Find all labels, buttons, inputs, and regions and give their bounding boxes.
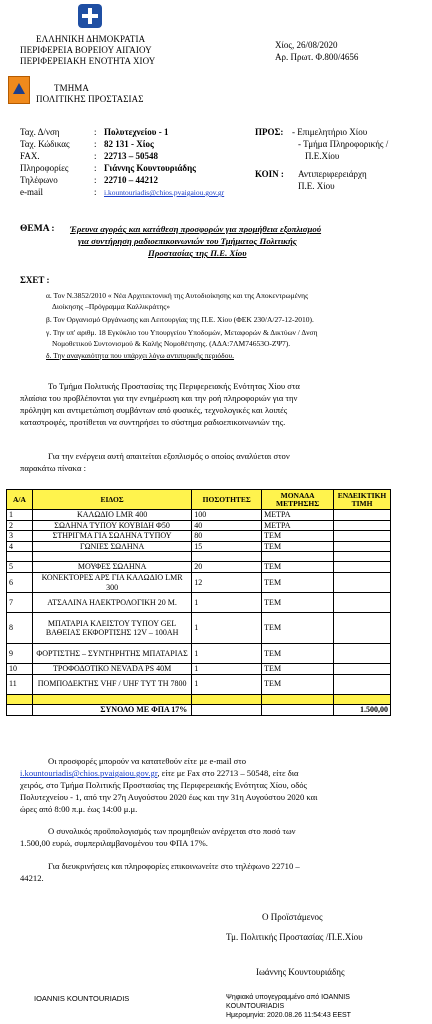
email-link[interactable]: i.kountouriadis@chios.pvaigaiou.gov.gr: [104, 188, 225, 197]
row-item: ΣΤΗΡΙΓΜΑ ΓΙΑ ΣΩΛΗΝΑ ΤΥΠΟΥ: [32, 531, 191, 542]
offers-line5: ώρες από 8:00 π.μ. έως 14:00 μ.μ.: [20, 804, 138, 814]
row-qty: 1: [192, 644, 262, 664]
total-label: ΣΥΝΟΛΟ ΜΕ ΦΠΑ 17%: [32, 704, 191, 715]
table-row: [7, 510, 391, 521]
total-value: 1.500,00: [334, 704, 391, 715]
row-number: 8: [7, 613, 33, 644]
row-qty: 1: [192, 674, 262, 694]
ref-c2: Νομοθετικού Συντονισμού & Καλής Νομοθέτησης. (ΑΔΑ:7ΛΜ74653Ο-ΖΨ7).: [52, 339, 291, 348]
header-line1: ΕΛΛΗΝΙΚΗ ΔΗΜΟΚΡΑΤΙΑ: [36, 34, 146, 44]
row-qty: 80: [192, 531, 262, 542]
signature-title: Ο Προϊστάμενος: [262, 912, 323, 922]
row-qty: 12: [192, 572, 262, 592]
para1-line3: πρόληψη και αντιμετώπιση συμβάντων από φυσικές, τεχνολογικές και λοιπές: [20, 405, 288, 415]
greek-emblem-icon: [78, 4, 102, 28]
addr-label: Ταχ. Δ/νση: [20, 127, 60, 137]
row-unit: ΤΕΜ: [262, 644, 334, 664]
budget-line2: 1.500,00 ευρώ, συμπεριλαμβανομένου του ΦΠΑ 17%.: [20, 838, 208, 848]
table-row: [7, 674, 391, 694]
row-unit: ΜΕΤΡΑ: [262, 510, 334, 521]
ref-d: δ. Την αναγκαιότητα που υπάρχει λόγω αντιπυρικής περιόδου.: [46, 351, 235, 360]
row-number: 5: [7, 562, 33, 573]
row-number: 11: [7, 674, 33, 694]
row-qty: 15: [192, 541, 262, 552]
fax-label: FAX.: [20, 151, 40, 161]
table-row: [7, 541, 391, 552]
row-number: 4: [7, 541, 33, 552]
row-unit: ΜΕΤΡΑ: [262, 520, 334, 531]
para1-line1: Το Τμήμα Πολιτικής Προστασίας της Περιφερειακής Ενότητας Χίου στα: [48, 381, 300, 391]
to-line1: - Επιμελητήριο Χίου: [292, 127, 368, 137]
col-header-price: ΕΝΔΕΙΚΤΙΚΗ ΤΙΜΗ: [334, 490, 391, 510]
row-item: ΚΟΝΕΚΤΟΡΕΣ ΑΡΣ ΓΙΑ ΚΑΛΩΔΙΟ LMR 300: [32, 572, 191, 592]
subject-label: ΘΕΜΑ :: [20, 224, 55, 234]
col-header-item: ΕΙΔΟΣ: [32, 490, 191, 510]
equipment-table: [6, 489, 391, 716]
para2-line1: Για την ενέργεια αυτή απαιτείται εξοπλισμός ο οποίος αναλύεται στον: [48, 451, 290, 461]
offers-line4: Πολυτεχνείου - 1, από την 27η Αυγούστου 2020 έως και την 31η Αυγούστου 2020 και: [20, 792, 318, 802]
offers-line1: Οι προσφορές μπορούν να κατατεθούν είτε με e-mail στο: [48, 756, 247, 766]
row-item: ΓΩΝΙΕΣ ΣΩΛΗΝΑ: [32, 541, 191, 552]
ref-b: β. Τον Οργανισμό Οργάνωσης και Λειτουργίας της Π.Ε. Χίου (ΦΕΚ 230/Α/27-12-2010).: [46, 315, 314, 324]
ref-c1: γ. Την υπ' αριθμ. 18 Εγκύκλιο του Υπουργείου Υποδομών, Μεταφορών & Δικτύων / Δνση: [46, 328, 318, 337]
col-header-unit: ΜΟΝΑΔΑ ΜΕΤΡΗΣΗΣ: [262, 490, 334, 510]
info-line1: Για διευκρινήσεις και πληροφορίες επικοινωνείτε στο τηλέφωνο 22710 –: [48, 861, 300, 871]
row-item: ΜΠΑΤΑΡΙΑ ΚΛΕΙΣΤΟΥ ΤΥΠΟΥ GEL ΒΑΘΕΙΑΣ ΕΚΦΟΡΤΙΣΗΣ 12V – 100AH: [32, 613, 191, 644]
table-row: [7, 572, 391, 592]
doc-date: Χίος, 26/08/2020: [275, 40, 338, 50]
signature-dept: Τμ. Πολιτικής Προστασίας /Π.Ε.Χίου: [226, 932, 363, 942]
signature-name: Ιωάννης Κουντουριάδης: [256, 967, 345, 977]
row-unit: ΤΕΜ: [262, 531, 334, 542]
info-value: Γιάννης Κουντουριάδης: [104, 163, 196, 173]
table-row: [7, 562, 391, 573]
row-unit: ΤΕΜ: [262, 593, 334, 613]
row-qty: 1: [192, 613, 262, 644]
row-qty: 100: [192, 510, 262, 521]
row-number: 7: [7, 593, 33, 613]
row-qty: 20: [192, 562, 262, 573]
to-line2: - Τμήμα Πληροφορικής /: [298, 139, 389, 149]
civil-protection-logo-icon: [8, 76, 30, 104]
table-row: [7, 593, 391, 613]
zip-value: 82 131 - Χίος: [104, 139, 154, 149]
dept-line1: ΤΜΗΜΑ: [54, 83, 90, 93]
row-number: 3: [7, 531, 33, 542]
row-qty: 1: [192, 593, 262, 613]
row-number: 6: [7, 572, 33, 592]
digital-sign-line3: Ημερομηνία: 2020.08.26 11:54:43 EEST: [226, 1012, 351, 1019]
protocol-number: Αρ. Πρωτ. Φ.800/4656: [275, 52, 359, 62]
row-item: ΜΟΥΦΕΣ ΣΩΛΗΝΑ: [32, 562, 191, 573]
koin-line2: Π.Ε. Χίου: [298, 181, 335, 191]
info-line2: 44212.: [20, 873, 44, 883]
email-label: e-mail: [20, 187, 43, 197]
addr-value: Πολυτεχνείου - 1: [104, 127, 169, 137]
table-row: [7, 613, 391, 644]
col-header-aa: Α/Α: [7, 490, 33, 510]
koin-line1: Αντιπεριφερειάρχη: [298, 169, 367, 179]
row-number: 10: [7, 664, 33, 675]
budget-line1: Ο συνολικός προϋπολογισμός των προμηθειών ανέρχεται στο ποσό των: [48, 826, 296, 836]
refs-label: ΣΧΕΤ :: [20, 275, 50, 285]
row-unit: ΤΕΜ: [262, 572, 334, 592]
row-number: 1: [7, 510, 33, 521]
row-qty: 40: [192, 520, 262, 531]
row-item: ΦΟΡΤΙΣΤΗΣ – ΣΥΝΤΗΡΗΤΗΣ ΜΠΑΤΑΡΙΑΣ: [32, 644, 191, 664]
offers-email-link[interactable]: i.kountouriadis@chios.pvaigaiou.gov.gr: [20, 768, 158, 778]
to-line3: Π.Ε.Χίου: [305, 151, 340, 161]
row-qty: 1: [192, 664, 262, 675]
offers-line3: χειρός, στο Τμήμα Πολιτικής Προστασίας της Περιφερειακής Ενότητας Χίου, οδός: [20, 780, 307, 790]
tel-label: Τηλέφωνο: [20, 175, 58, 185]
row-item: ΠΟΜΠΟΔΕΚΤΗΣ VHF / UHF TYT TH 7800: [32, 674, 191, 694]
para1-line2: πλαίσια του προβλέπονται για την ενημέρωση και την ροή πληροφοριών για την: [20, 393, 298, 403]
table-row: [7, 531, 391, 542]
row-number: 2: [7, 520, 33, 531]
subject-line1: Έρευνα αγοράς και κατάθεση προσφορών για προμήθεια εξοπλισμού: [70, 224, 322, 234]
row-unit: ΤΕΜ: [262, 664, 334, 675]
to-label: ΠΡΟΣ:: [255, 127, 284, 137]
header-line3: ΠΕΡΙΦΕΡΕΙΑΚΗ ΕΝΟΤΗΤΑ ΧΙΟΥ: [20, 56, 156, 66]
table-row: [7, 644, 391, 664]
row-unit: ΤΕΜ: [262, 541, 334, 552]
tel-value: 22710 – 44212: [104, 175, 158, 185]
row-unit: ΤΕΜ: [262, 562, 334, 573]
col-header-qty: ΠΟΣΟΤΗΤΕΣ: [192, 490, 262, 510]
table-row: [7, 664, 391, 675]
offers-line2-rest: , είτε με Fax στο 22713 – 50548, είτε δια: [157, 768, 299, 778]
subject-line3: Προστασίας της Π.Ε. Χίου: [148, 248, 247, 258]
row-unit: ΤΕΜ: [262, 613, 334, 644]
para1-line4: καταστροφές, προτίθεται να συντηρήσει το σύστημα ραδιοεπικοινωνιών της.: [20, 417, 286, 427]
row-unit: ΤΕΜ: [262, 674, 334, 694]
row-item: ΤΡΟΦΟΔΟΤΙΚΟ NEVADA PS 40M: [32, 664, 191, 675]
para2-line2: παρακάτω πίνακα :: [20, 463, 86, 473]
ref-a2: Διοίκησης –Πρόγραμμα Καλλικράτης»: [52, 302, 170, 311]
row-item: ΚΑΛΩΔΙΟ LMR 400: [32, 510, 191, 521]
signer-name: IOANNIS KOUNTOURIADIS: [34, 994, 130, 1003]
digital-sign-line2: KOUNTOURIADIS: [226, 1003, 285, 1010]
fax-value: 22713 – 50548: [104, 151, 158, 161]
zip-label: Ταχ. Κώδικας: [20, 139, 70, 149]
subject-line2: για συντήρηση ραδιοεπικοινωνιών του Τμήματος Πολιτικής: [78, 236, 297, 246]
info-label: Πληροφορίες: [20, 163, 69, 173]
row-number: 9: [7, 644, 33, 664]
digital-sign-line1: Ψηφιακά υπογεγραμμένο από IOANNIS: [226, 994, 350, 1001]
koin-label: ΚΟΙΝ :: [255, 169, 284, 179]
table-row: [7, 520, 391, 531]
row-item: ΣΩΛΗΝΑ ΤΥΠΟΥ ΚΟΥΒΙΔΗ Φ50: [32, 520, 191, 531]
row-item: ΑΤΣΑΛΙΝΑ ΗΛΕΚΤΡΟΛΟΓΙΚΗ 20 Μ.: [32, 593, 191, 613]
ref-a1: α. Τον Ν.3852/2010 « Νέα Αρχιτεκτονική της Αυτοδιοίκησης και της Αποκεντρωμένης: [46, 291, 309, 300]
dept-line2: ΠΟΛΙΤΙΚΗΣ ΠΡΟΣΤΑΣΙΑΣ: [36, 94, 144, 104]
header-line2: ΠΕΡΙΦΕΡΕΙΑ ΒΟΡΕΙΟΥ ΑΙΓΑΙΟΥ: [20, 45, 152, 55]
